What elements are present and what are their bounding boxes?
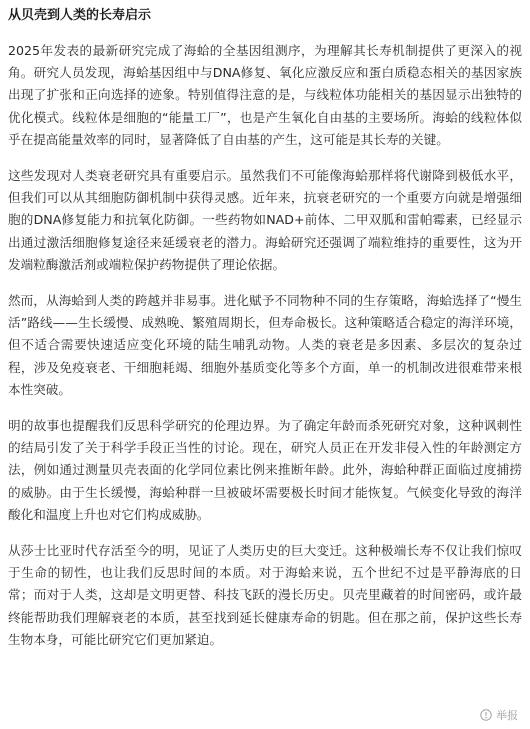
- article-paragraph-2: 这些发现对人类衰老研究具有重要启示。虽然我们不可能像海蛤那样将代谢降到极低水平，但我们可以从其细胞防御机制中获得灵感。近年来，抗衰老研究的一个重要方向就是增强细胞的DNA修复能力和抗氧化防御。一些药物如NAD+前体、二甲双胍和雷帕霉素，已经显示出通过激活细胞修复途径来延缓衰老的潜力。海蛤研究还强调了端粒维持的重要性，这为开发端粒酶激活剂或端粒保护药物提供了理论依据。: [8, 168, 522, 272]
- article-paragraph-5: 从莎士比亚时代存活至今的明，见证了人类历史的巨大变迁。这种极端长寿不仅让我们惊叹于生命的韧性，也让我们反思时间的本质。对于海蛤来说，五个世纪不过是平静海底的日常；而对于人类，这却是文明更替、科技飞跃的漫长历史。贝壳里藏着的时间密码，或许最终能帮助我们理解衰老的本质，甚至找到延长健康寿命的钥匙。但在那之前，保护这些长寿生物本身，可能比研究它们更加紧迫。: [8, 543, 522, 647]
- article-paragraph-3: 然而，从海蛤到人类的跨越并非易事。进化赋予不同物种不同的生存策略，海蛤选择了“慢生活”路线——生长缓慢、成熟晚、繁殖周期长，但寿命极长。这种策略适合稳定的海洋环境，但不适合需要快速适应变化环境的陆生哺乳动物。人类的衰老是多因素、多层次的复杂过程，涉及免疫衰老、干细胞耗竭、细胞外基质变化等多个方面，单一的机制改进很难带来根本性突破。: [8, 293, 522, 397]
- warning-icon: [480, 709, 492, 721]
- article-title: 从贝壳到人类的长寿启示: [8, 8, 152, 23]
- report-label: 举报: [496, 709, 518, 722]
- report-button[interactable]: [480, 707, 518, 723]
- article: [8, 6, 522, 665]
- article-paragraph-4: 明的故事也提醒我们反思科学研究的伦理边界。为了确定年龄而杀死研究对象，这种讽刺性的结局引发了关于科学手段正当性的讨论。现在，研究人员正在开发非侵入性的年龄测定方法，例如通过测量贝壳表面的化学同位素比例来推断年龄。此外，海蛤种群正面临过度捕捞的威胁。由于生长缓慢，海蛤种群一旦被破坏需要极长时间才能恢复。气候变化导致的海洋酸化和温度上升也对它们构成威胁。: [8, 418, 522, 522]
- article-paragraph-1: 2025年发表的最新研究完成了海蛤的全基因组测序，为理解其长寿机制提供了更深入的视角。研究人员发现，海蛤基因组中与DNA修复、氧化应激反应和蛋白质稳态相关的基因家族出现了扩张和正向选择的迹象。特别值得注意的是，与线粒体功能相关的基因显示出独特的优化模式。线粒体是细胞的“能量工厂”，也是产生氧化自由基的主要场所。海蛤的线粒体似乎在提高能量效率的同时，显著降低了自由基的产生，这可能是其长寿的关键。: [8, 43, 522, 147]
